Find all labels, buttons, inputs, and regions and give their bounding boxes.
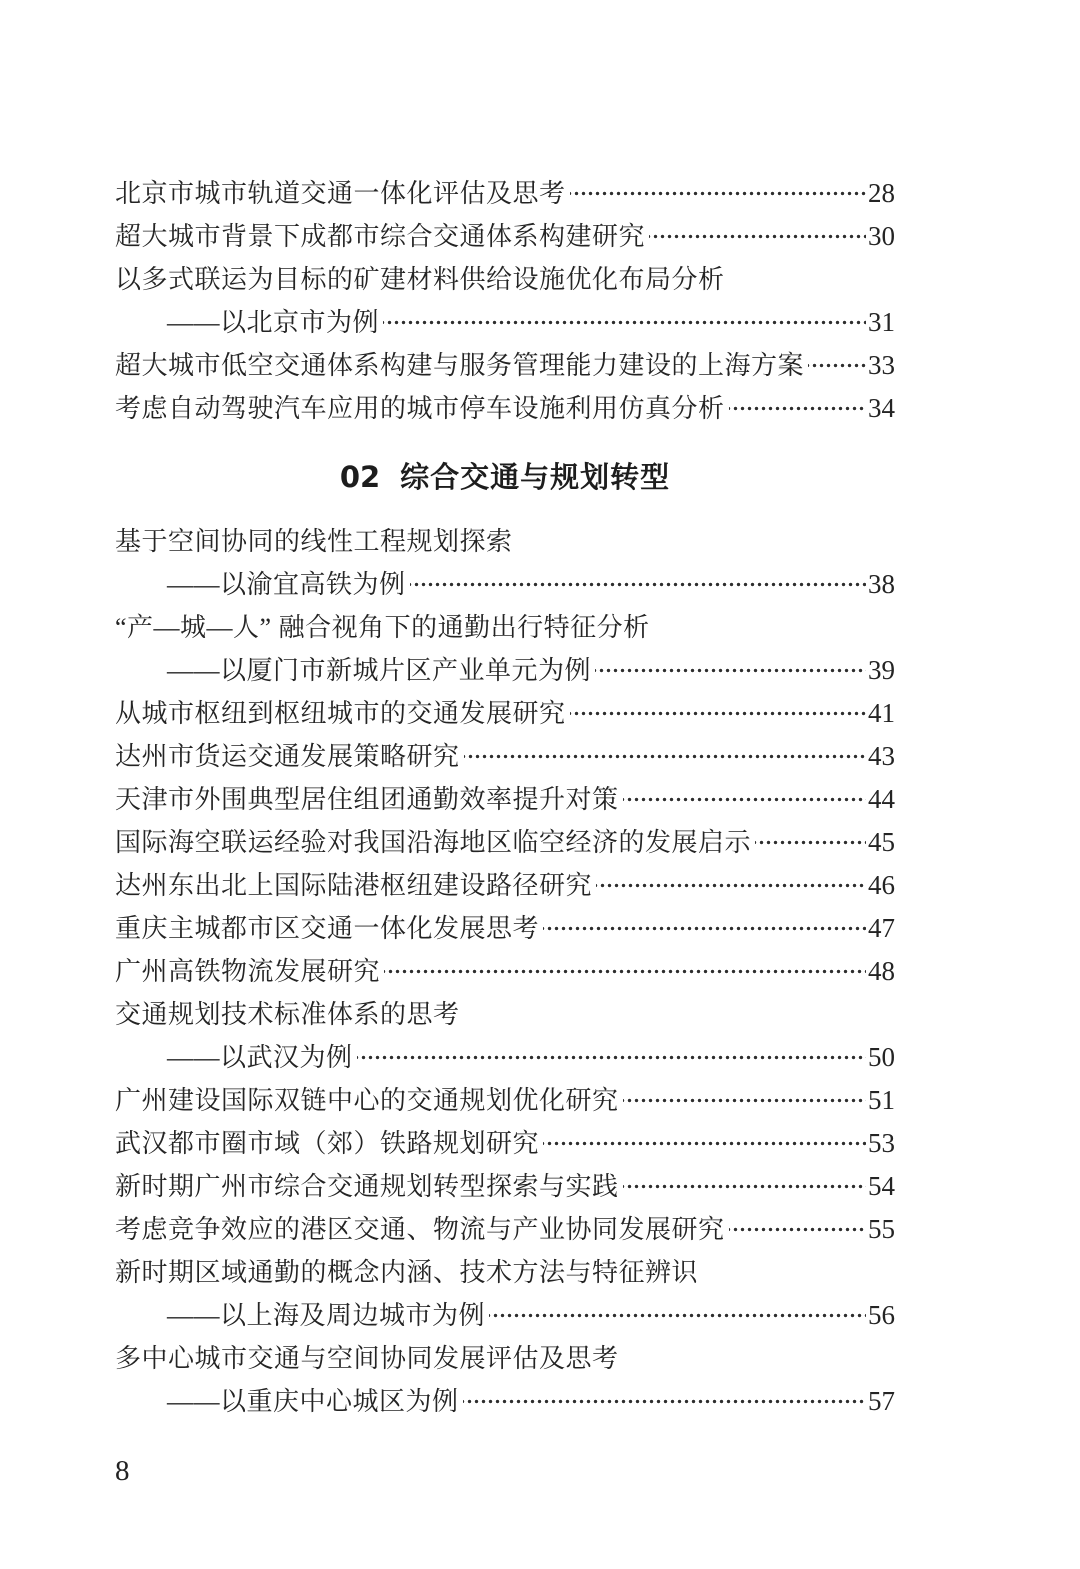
- section-number: 02: [339, 460, 381, 494]
- dot-leader: [463, 1380, 866, 1423]
- dot-leader: [357, 1036, 866, 1079]
- toc-entry: [115, 1294, 895, 1337]
- toc-entry-title: 考虑竞争效应的港区交通、物流与产业协同发展研究: [115, 1215, 725, 1244]
- toc-entry-title: ——以厦门市新城片区产业单元为例: [167, 656, 592, 685]
- toc-entry-page: 28: [868, 178, 895, 208]
- toc-entry-page: 56: [868, 1300, 895, 1330]
- toc-list-bottom: [115, 520, 895, 1423]
- toc-entry-page: 57: [868, 1386, 895, 1416]
- toc-entry-title: 超大城市背景下成都市综合交通体系构建研究: [115, 222, 646, 251]
- toc-entry: [115, 1337, 895, 1380]
- toc-list-top: [115, 172, 895, 430]
- toc-entry: [115, 1251, 895, 1294]
- toc-entry: [115, 563, 895, 606]
- dot-leader: [570, 172, 866, 215]
- toc-entry: [115, 1165, 895, 1208]
- toc-entry-title: 以多式联运为目标的矿建材料供给设施优化布局分析: [115, 265, 725, 294]
- toc-entry-title: 新时期广州市综合交通规划转型探索与实践: [115, 1172, 619, 1201]
- toc-entry: [115, 1380, 895, 1423]
- toc-entry-page: 34: [868, 393, 895, 423]
- toc-entry-title: ——以上海及周边城市为例: [167, 1301, 486, 1330]
- dot-leader: [410, 563, 866, 606]
- toc-entry: [115, 520, 895, 563]
- footer-page-number: 8: [115, 1455, 130, 1487]
- dot-leader: [543, 907, 866, 950]
- toc-entry-page: 31: [868, 307, 895, 337]
- toc-entry-title: ——以北京市为例: [167, 308, 380, 337]
- toc-entry-page: 44: [868, 784, 895, 814]
- dot-leader: [729, 1208, 866, 1251]
- dot-leader: [649, 215, 866, 258]
- toc-entry-page: 55: [868, 1214, 895, 1244]
- toc-entry-title: 重庆主城都市区交通一体化发展思考: [115, 914, 540, 943]
- dot-leader: [383, 301, 866, 344]
- toc-entry: [115, 735, 895, 778]
- toc-entry: [115, 1079, 895, 1122]
- toc-entry: [115, 344, 895, 387]
- dot-leader: [489, 1294, 866, 1337]
- toc-entry-page: 38: [868, 569, 895, 599]
- toc-entry-title: 考虑自动驾驶汽车应用的城市停车设施利用仿真分析: [115, 394, 725, 423]
- toc-entry-title: 武汉都市圈市域（郊）铁路规划研究: [115, 1129, 540, 1158]
- toc-entry: [115, 864, 895, 907]
- toc-entry-page: 48: [868, 956, 895, 986]
- toc-entry-title: 基于空间协同的线性工程规划探索: [115, 527, 513, 556]
- dot-leader: [570, 692, 866, 735]
- toc-entry-title: 天津市外围典型居住组团通勤效率提升对策: [115, 785, 619, 814]
- toc-entry-page: 45: [868, 827, 895, 857]
- toc-entry: [115, 649, 895, 692]
- toc-entry-title: 广州高铁物流发展研究: [115, 957, 381, 986]
- toc-entry-title: 北京市城市轨道交通一体化评估及思考: [115, 179, 566, 208]
- dot-leader: [623, 1165, 866, 1208]
- toc-entry-title: ——以渝宜高铁为例: [167, 570, 406, 599]
- toc-entry-page: 46: [868, 870, 895, 900]
- toc-entry: [115, 606, 895, 649]
- toc-entry-page: 53: [868, 1128, 895, 1158]
- toc-entry: [115, 215, 895, 258]
- toc-entry-title: 新时期区域通勤的概念内涵、技术方法与特征辨识: [115, 1258, 699, 1287]
- toc-entry-title: 达州市货运交通发展策略研究: [115, 742, 460, 771]
- toc-entry-title: 达州东出北上国际陆港枢纽建设路径研究: [115, 871, 593, 900]
- toc-entry-page: 33: [868, 350, 895, 380]
- toc-entry: [115, 1036, 895, 1079]
- dot-leader: [596, 864, 866, 907]
- toc-entry-page: 39: [868, 655, 895, 685]
- toc-entry-title: ——以武汉为例: [167, 1043, 353, 1072]
- toc-entry: [115, 1208, 895, 1251]
- dot-leader: [623, 778, 866, 821]
- toc-entry-title: 国际海空联运经验对我国沿海地区临空经济的发展启示: [115, 828, 752, 857]
- dot-leader: [755, 821, 866, 864]
- toc-entry: [115, 301, 895, 344]
- toc-entry: [115, 993, 895, 1036]
- toc-entry: [115, 692, 895, 735]
- dot-leader: [808, 344, 866, 387]
- toc-entry-page: 30: [868, 221, 895, 251]
- section-title: 综合交通与规划转型: [400, 460, 671, 494]
- toc-entry-page: 54: [868, 1171, 895, 1201]
- toc-entry-page: 43: [868, 741, 895, 771]
- toc-content: [115, 172, 895, 1423]
- dot-leader: [543, 1122, 866, 1165]
- toc-entry: [115, 258, 895, 301]
- toc-entry-title: ——以重庆中心城区为例: [167, 1387, 459, 1416]
- toc-entry-page: 41: [868, 698, 895, 728]
- dot-leader: [464, 735, 866, 778]
- section-header: [115, 454, 895, 500]
- toc-entry: [115, 1122, 895, 1165]
- toc-entry-title: 多中心城市交通与空间协同发展评估及思考: [115, 1344, 619, 1373]
- toc-entry: [115, 172, 895, 215]
- toc-entry-title: 超大城市低空交通体系构建与服务管理能力建设的上海方案: [115, 351, 805, 380]
- toc-entry-page: 50: [868, 1042, 895, 1072]
- toc-entry-page: 47: [868, 913, 895, 943]
- toc-entry: [115, 387, 895, 430]
- toc-entry-title: 广州建设国际双链中心的交通规划优化研究: [115, 1086, 619, 1115]
- toc-entry: [115, 950, 895, 993]
- dot-leader: [729, 387, 866, 430]
- dot-leader: [384, 950, 866, 993]
- toc-entry: [115, 907, 895, 950]
- toc-entry-page: 51: [868, 1085, 895, 1115]
- toc-entry-title: 交通规划技术标准体系的思考: [115, 1000, 460, 1029]
- toc-entry: [115, 821, 895, 864]
- dot-leader: [595, 649, 866, 692]
- toc-entry-title: 从城市枢纽到枢纽城市的交通发展研究: [115, 699, 566, 728]
- toc-entry-title: “产—城—人” 融合视角下的通勤出行特征分析: [115, 613, 650, 642]
- dot-leader: [623, 1079, 866, 1122]
- toc-entry: [115, 778, 895, 821]
